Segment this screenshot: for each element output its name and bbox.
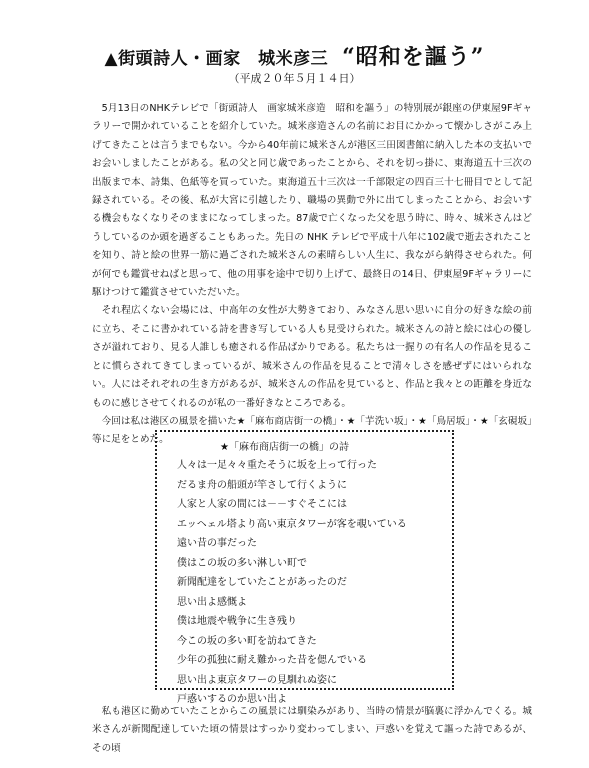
- poem-line: 人家と人家の間には－－すぐそこには: [177, 499, 347, 510]
- poem-line: 新聞配達をしていたことがあったのだ: [177, 577, 347, 588]
- paragraph-2: それ程広くない会場には、中高年の女性が大勢きており、みなさん思い思いに自分の好きな絵の前に立ち、そこに書かれている詩を書き写している人も見受けられた。城米さんの詩と絵には心の優しさが溢れており、見る人誰しも癒される作品ばかりである。私たちは一握りの有名人の作品を見ることに慣らされてきてしまっているが、城米さんの作品を見ることで清々しさを感ぜずにはいられない。人にはそれぞれの生き方があるが、城米さんの作品を見ていると、作品と我々との距離を身近なものに感じさせてくれるのが私の一番好きなところである。: [92, 305, 532, 409]
- poem-line: 戸惑いするのか思い出よ: [177, 694, 287, 705]
- poem-title: ★「麻布商店街一の橋」の詩: [220, 442, 349, 453]
- page-title: [0, 40, 589, 71]
- closing-text: [92, 703, 532, 758]
- poem-box: [155, 430, 454, 705]
- poem-line: 今この坂の多い町を訪ねてきた: [177, 635, 317, 647]
- poem-line: だるま舟の船頭が竿さして行くように: [177, 479, 347, 491]
- poem-line: 少年の孤独に耐え難かった昔を偲んでいる: [177, 655, 367, 666]
- article-body: [92, 100, 532, 450]
- poem-line: 僕はこの坂の多い淋しい町で: [177, 557, 307, 569]
- poem-line: 僕は地震や戦争に生き残り: [177, 616, 297, 627]
- title-quote: “昭和を謳う”: [342, 44, 485, 70]
- paragraph-3: 今回は私は港区の風景を描いた★「麻布商店街一の橋」・★「芋洗い坂」・★「鳥居坂」・★「玄硯坂」等に足をとめた。: [92, 415, 532, 446]
- closing-paragraph: 私も港区に勤めていたことからこの風景には馴染みがあり、当時の情景が脳裏に浮かんでくる。城米さんが新聞配達していた頃の情景はすっかり変わってしまい、戸惑いを覚えて謳った詩であるが、その頃: [92, 706, 532, 754]
- poem-line: 思い出よ東京タワーの見馴れぬ姿に: [177, 674, 337, 686]
- date-line: （平成２０年５月１４日）: [228, 72, 361, 85]
- poem-line: エッヘェル塔より高い東京タワーが客を覗いている: [177, 518, 407, 530]
- title-heading: ▲街頭詩人・画家 城米彦三: [104, 49, 329, 69]
- poem-line: 人々は一足々々重たそうに坂を上って行った: [177, 460, 377, 471]
- poem-line: 遠い昔の事だった: [177, 538, 257, 549]
- poem-line: 思い出よ感慨よ: [177, 596, 247, 608]
- paragraph-1: 5月13日のNHKテレビで「街頭詩人 画家城米彦造 昭和を謳う」の特別展が銀座の伊東屋9Fギャラリーで開かれていることを紹介していた。城米彦造さんの名前にお目にかかって懐かしさがこみ上げてきたことは言うまでもない。今から40年前に城米さんが港区三田図書館に納入した本の支払いでお会いしましたことがある。私の父と同じ歳であったことから、それを切っ掛に、東海道五十三次の出版まで本、詩集、色紙等を買っていた。東海道五十三次は一千部限定の四百三十七冊目でとして記録されている。その後、私が大宮に引越したり、職場の異動で外に出てしまったことから、お会いする機会もなくなりそのままになってしまった。87歳で亡くなった父を思う時に、時々、城米さんはどうしているのか頭を過ぎることもあった。先日の NHK テレビで平成十八年に102歳で逝去されたことを知り、詩と絵の世界一筋に過ごされた城米さんの素晴らしい人生に、我ながら納得させられた。何が何でも鑑賞せねばと思って、他の用事を途中で切り上げて、最終日の14日、伊東屋9Fギャラリーに駆けつけて鑑賞させていただいた。: [92, 103, 532, 299]
- poem-lines: [177, 456, 446, 710]
